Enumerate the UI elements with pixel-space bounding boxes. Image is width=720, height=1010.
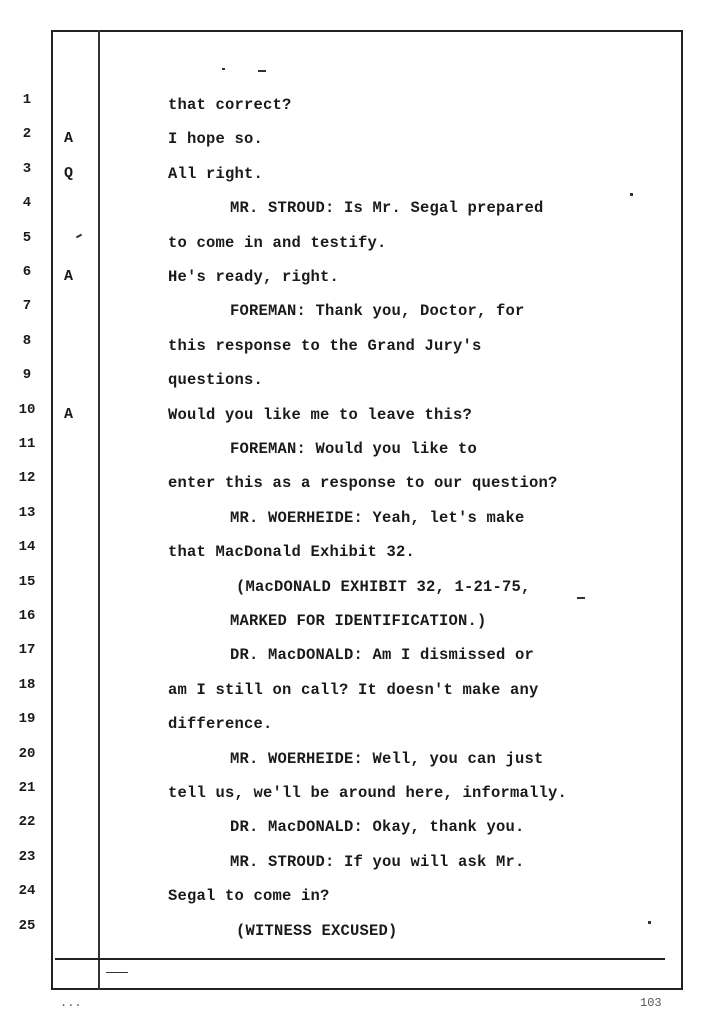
speaker-label: Q bbox=[64, 164, 74, 182]
transcript-line bbox=[0, 161, 720, 191]
footer-page-number: 103 bbox=[640, 996, 662, 1010]
line-text: DR. MacDONALD: Okay, thank you. bbox=[230, 818, 525, 837]
transcript-line bbox=[0, 298, 720, 328]
transcript-line bbox=[0, 814, 720, 844]
line-number: 14 bbox=[18, 539, 36, 556]
line-text: Segal to come in? bbox=[168, 887, 330, 906]
transcript-line bbox=[0, 539, 720, 569]
scan-mark bbox=[258, 70, 266, 72]
line-text: MR. WOERHEIDE: Yeah, let's make bbox=[230, 508, 525, 527]
transcript-line bbox=[0, 126, 720, 156]
line-number: 6 bbox=[22, 264, 32, 280]
transcript-line bbox=[0, 711, 720, 741]
transcript-line bbox=[0, 608, 720, 638]
transcript-line bbox=[0, 642, 720, 672]
line-text: FOREMAN: Would you like to bbox=[230, 440, 478, 458]
line-text: (WITNESS EXCUSED) bbox=[236, 921, 398, 940]
speaker-label: A bbox=[64, 130, 74, 148]
line-number: 19 bbox=[18, 711, 36, 728]
line-text: to come in and testify. bbox=[168, 233, 387, 252]
transcript-line bbox=[0, 470, 720, 500]
transcript-line bbox=[0, 436, 720, 466]
transcript-line bbox=[0, 92, 720, 122]
transcript-line bbox=[0, 849, 720, 879]
line-text: am I still on call? It doesn't make any bbox=[168, 680, 539, 699]
line-text: MR. WOERHEIDE: Well, you can just bbox=[230, 749, 544, 768]
line-number: 18 bbox=[18, 676, 36, 693]
line-number: 1 bbox=[22, 92, 32, 108]
transcript-line bbox=[0, 230, 720, 260]
line-text: I hope so. bbox=[168, 130, 264, 149]
line-number: 23 bbox=[18, 848, 36, 865]
line-text: this response to the Grand Jury's bbox=[168, 336, 482, 355]
line-number: 17 bbox=[18, 642, 36, 659]
line-number: 22 bbox=[18, 814, 36, 831]
transcript-line bbox=[0, 195, 720, 225]
transcript-line bbox=[0, 780, 720, 810]
line-text: He's ready, right. bbox=[168, 268, 340, 286]
scan-mark bbox=[106, 972, 128, 973]
footer-left: ... bbox=[60, 996, 82, 1010]
line-text: Would you like me to leave this? bbox=[168, 405, 473, 424]
transcript-line bbox=[0, 367, 720, 397]
line-number: 20 bbox=[18, 745, 36, 762]
line-text: MARKED FOR IDENTIFICATION.) bbox=[230, 612, 487, 630]
speaker-label: A bbox=[64, 268, 74, 285]
line-text: DR. MacDONALD: Am I dismissed or bbox=[230, 646, 535, 665]
line-number: 7 bbox=[22, 298, 32, 315]
line-text: MR. STROUD: Is Mr. Segal prepared bbox=[230, 199, 544, 218]
line-number: 2 bbox=[22, 126, 32, 143]
transcript-line bbox=[0, 746, 720, 776]
transcript-line bbox=[0, 918, 720, 948]
transcript-line bbox=[0, 505, 720, 535]
line-text: that MacDonald Exhibit 32. bbox=[168, 543, 416, 562]
transcript-line bbox=[0, 333, 720, 363]
line-number: 25 bbox=[18, 917, 36, 934]
line-text: difference. bbox=[168, 715, 273, 734]
line-text: (MacDONALD EXHIBIT 32, 1-21-75, bbox=[236, 577, 531, 596]
transcript-line bbox=[0, 264, 720, 294]
speaker-label: A bbox=[64, 405, 74, 423]
transcript-line bbox=[0, 574, 720, 604]
line-text: tell us, we'll be around here, informally. bbox=[168, 784, 568, 802]
line-number: 11 bbox=[18, 436, 36, 452]
transcript-line bbox=[0, 883, 720, 913]
line-text: questions. bbox=[168, 371, 264, 390]
bottom-rule bbox=[55, 958, 665, 960]
line-number: 5 bbox=[22, 229, 32, 246]
line-number: 13 bbox=[18, 504, 36, 521]
line-number: 12 bbox=[18, 470, 36, 487]
transcript-line bbox=[0, 677, 720, 707]
scan-mark bbox=[222, 68, 225, 70]
line-text: All right. bbox=[168, 164, 264, 183]
line-text: enter this as a response to our question? bbox=[168, 474, 558, 493]
line-number: 24 bbox=[18, 883, 36, 900]
line-number: 9 bbox=[22, 367, 32, 384]
line-number: 21 bbox=[18, 780, 36, 796]
transcript-line bbox=[0, 402, 720, 432]
line-text: MR. STROUD: If you will ask Mr. bbox=[230, 852, 525, 871]
line-number: 15 bbox=[18, 573, 36, 590]
line-number: 10 bbox=[18, 401, 36, 418]
line-text: FOREMAN: Thank you, Doctor, for bbox=[230, 302, 525, 321]
line-number: 8 bbox=[22, 332, 32, 349]
line-text: that correct? bbox=[168, 96, 292, 114]
line-number: 3 bbox=[22, 160, 32, 177]
line-number: 4 bbox=[22, 195, 32, 212]
line-number: 16 bbox=[18, 608, 36, 624]
